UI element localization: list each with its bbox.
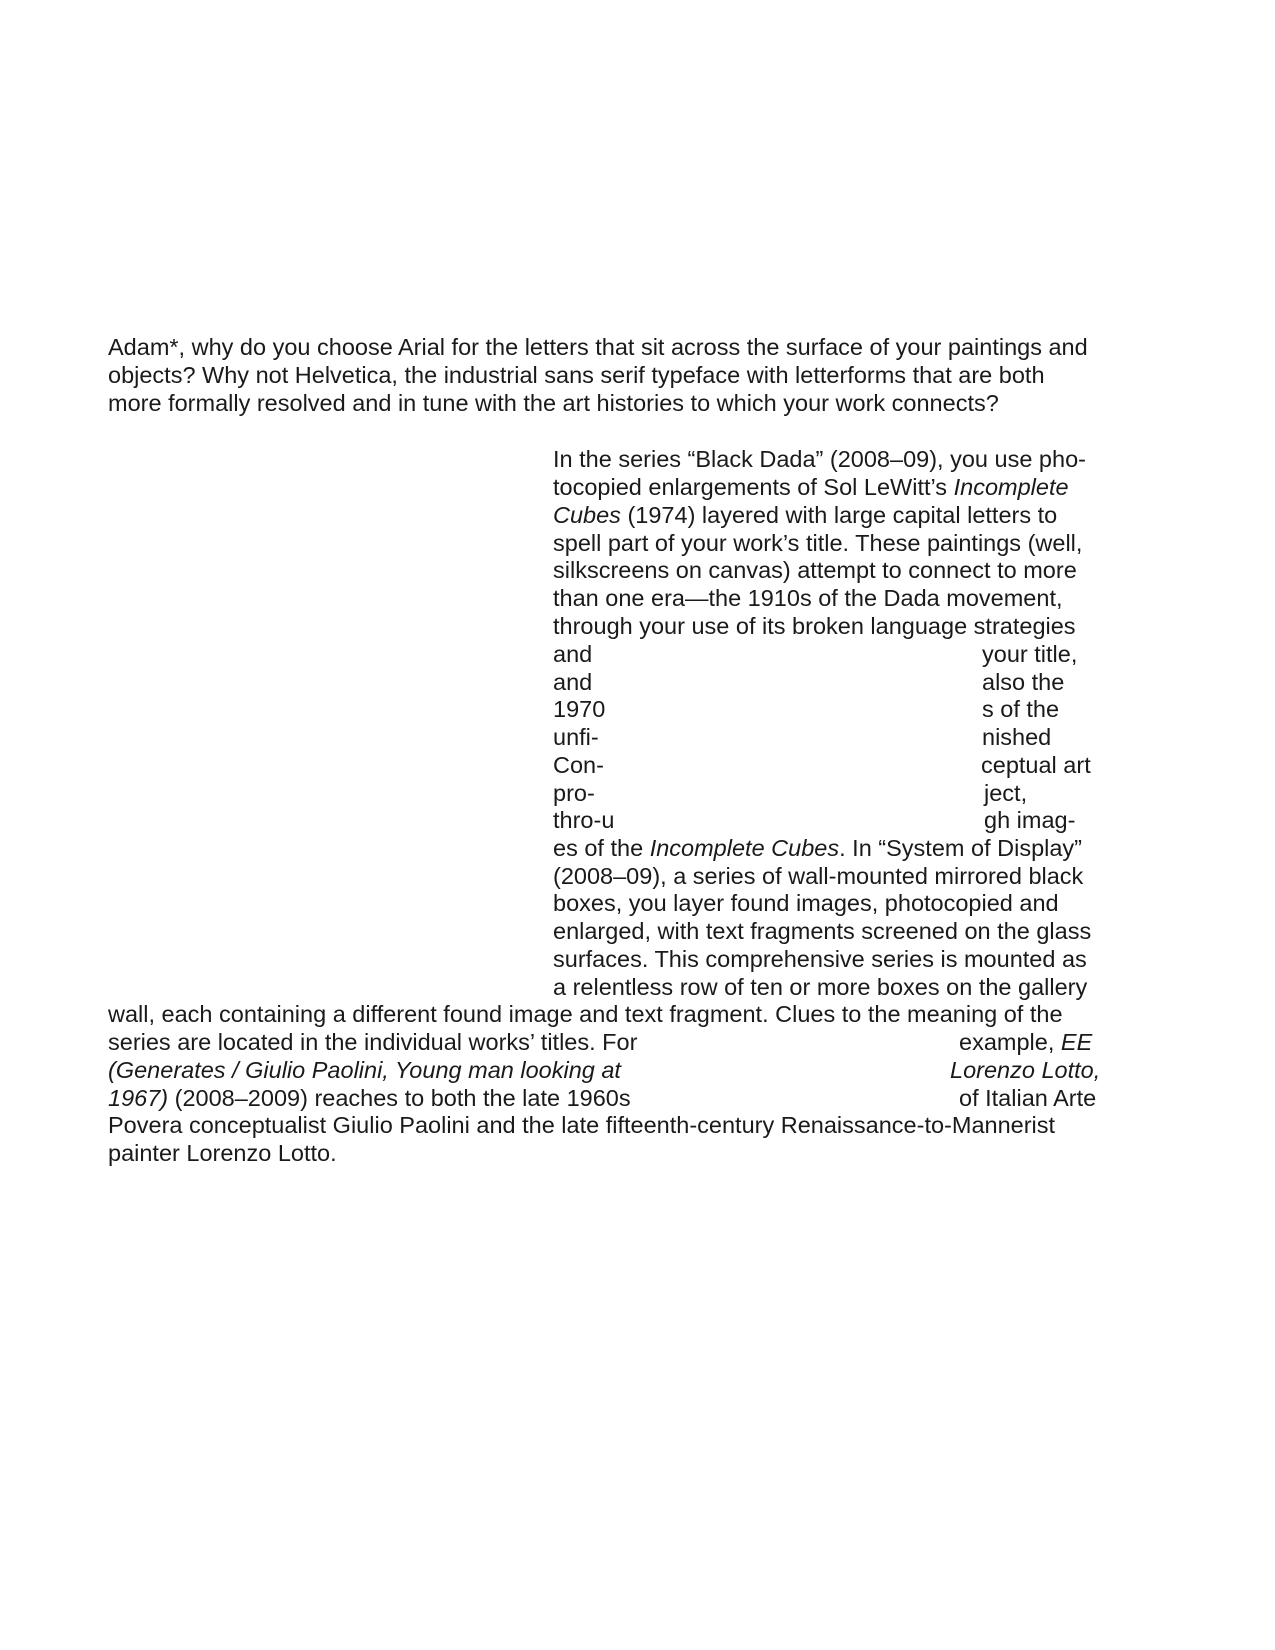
text-line bbox=[959, 1028, 1092, 1057]
text-line: enlarged, with text fragments screened on the glass bbox=[553, 918, 1092, 944]
text-line: than one era—the 1910s of the Dada movement, bbox=[553, 585, 1063, 611]
split-right: ceptual art bbox=[981, 752, 1091, 778]
text-line: spell part of your work’s title. These paintings (well, bbox=[553, 530, 1083, 556]
italic-title: Lorenzo Lotto, bbox=[950, 1057, 1101, 1083]
text-span: (2008–2009) reaches to both the late 1960s bbox=[168, 1085, 631, 1111]
text-line bbox=[108, 1084, 631, 1113]
text-line bbox=[553, 473, 1069, 502]
italic-title: (Generates / Giulio Paolini, Young man looking at bbox=[108, 1057, 621, 1083]
text-line: silkscreens on canvas) attempt to connect to more bbox=[553, 557, 1077, 583]
split-left: and bbox=[553, 641, 593, 667]
text-line: series are located in the individual works’ titles. For bbox=[108, 1029, 638, 1055]
italic-title: Cubes bbox=[553, 502, 621, 528]
text-line: surfaces. This comprehensive series is mounted as bbox=[553, 946, 1087, 972]
text-span: example, bbox=[959, 1029, 1061, 1055]
text-line: boxes, you layer found images, photocopied and bbox=[553, 890, 1059, 916]
split-right: nished bbox=[982, 724, 1052, 750]
italic-title: EE bbox=[1060, 1029, 1093, 1055]
text-line: objects? Why not Helvetica, the industrial sans serif typeface with letterforms that are both bbox=[108, 362, 1045, 388]
split-left: thro-u bbox=[553, 807, 615, 833]
italic-title: Incomplete bbox=[953, 474, 1069, 500]
split-right: s of the bbox=[982, 696, 1060, 722]
italic-title: Incomplete Cubes bbox=[649, 835, 840, 861]
text-line bbox=[553, 834, 1082, 863]
text-line bbox=[553, 501, 1057, 530]
text-line: Povera conceptualist Giulio Paolini and the late fifteenth-century Renaissance-to-Mannerist bbox=[108, 1112, 1056, 1138]
split-left: Con- bbox=[553, 752, 604, 778]
text-line: painter Lorenzo Lotto. bbox=[108, 1140, 337, 1166]
split-left: and bbox=[553, 669, 593, 695]
italic-title: 1967) bbox=[108, 1085, 169, 1111]
split-right: also the bbox=[982, 669, 1065, 695]
text-line: wall, each containing a different found image and text fragment. Clues to the meaning of the bbox=[108, 1001, 1063, 1027]
split-right: ject, bbox=[984, 780, 1028, 806]
split-right: your title, bbox=[982, 641, 1078, 667]
text-line: Adam*, why do you choose Arial for the letters that sit across the surface of your paintings and bbox=[108, 334, 1088, 360]
split-left: 1970 bbox=[553, 696, 606, 722]
text-span: tocopied enlargements of Sol LeWitt’s bbox=[553, 474, 954, 500]
text-line: of Italian Arte bbox=[959, 1085, 1097, 1111]
text-line: through your use of its broken language strategies bbox=[553, 613, 1076, 639]
text-line: (2008–09), a series of wall-mounted mirrored black bbox=[553, 863, 1084, 889]
text-span: es of the bbox=[553, 835, 650, 861]
split-left: pro- bbox=[553, 780, 595, 806]
text-span: (1974) layered with large capital letters to bbox=[620, 502, 1058, 528]
text-line: a relentless row of ten or more boxes on the gallery bbox=[553, 974, 1088, 1000]
text-line: more formally resolved and in tune with the art histories to which your work connects? bbox=[108, 390, 999, 416]
text-span: . In “System of Display” bbox=[839, 835, 1083, 861]
text-line: In the series “Black Dada” (2008–09), you use pho- bbox=[553, 446, 1086, 472]
split-left: unfi- bbox=[553, 724, 599, 750]
split-right: gh imag- bbox=[984, 807, 1076, 833]
